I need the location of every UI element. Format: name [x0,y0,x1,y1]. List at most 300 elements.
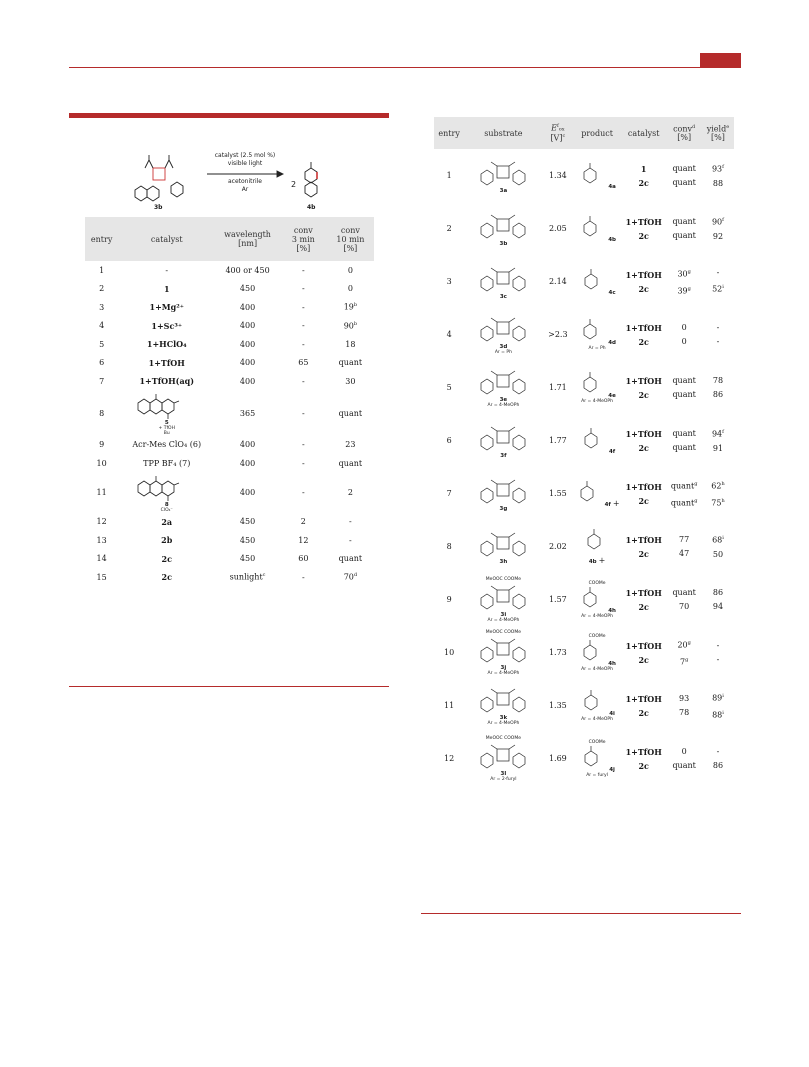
product-label: 4b [307,204,316,211]
col-conv3-label: conv [293,225,313,235]
product-structure-icon [579,427,609,453]
product-structure [582,547,612,556]
product-structure-icon [579,689,609,715]
yield-1 [703,266,733,280]
reaction-scheme [127,150,337,212]
conv-1-value: 93 [679,693,690,703]
cell-conv3: - [302,339,305,349]
table-row [85,436,374,455]
cell-catalyst [118,261,215,280]
substrate-scope-table [434,117,734,785]
yield-2-value: 94 [712,601,724,611]
catalyst-1: 1+TfOH [625,375,662,386]
table-row [434,626,734,679]
conv10-value: 70 [343,573,354,583]
catalyst-2: 2c [638,760,649,771]
yield-2 [703,177,733,191]
product-label: 4b [588,559,597,565]
table-row [85,391,374,436]
cell-conv3: 12 [298,535,309,545]
catalyst-2: 2c [638,230,649,241]
cell-catalyst [118,568,215,587]
table-row [85,354,374,373]
yield-unit: [%] [711,133,725,143]
product-structure-icon [578,318,608,344]
yield-2 [703,230,733,244]
cell-eox: 1.77 [548,436,567,445]
cell-catalyst [118,513,215,532]
product-structure [579,446,609,455]
table-row [85,317,374,336]
catalyst-1: 1+TfOH [625,587,662,598]
wavelength-value: 450 [239,535,256,545]
table-row [85,531,374,550]
cell-product [573,149,621,202]
catalyst-name: 1+TfOH(aq) [139,376,195,387]
substrate-structure-icon [473,741,533,773]
product-structure [579,764,609,773]
table-row [85,513,374,532]
wavelength-value: 400 [239,321,256,331]
table-row [434,732,734,785]
cell-conv10 [327,261,374,280]
wavelength-value: 400 [239,458,256,468]
cell-conv3: - [302,284,305,294]
conv-1-value: 0 [681,746,687,756]
col-conv10-label: conv [340,225,360,235]
table-row [434,414,734,467]
substrate-structure-icon [473,476,533,508]
substrate-label: 3b [499,240,508,247]
cell-yield [702,573,734,626]
yield-1 [703,586,733,600]
product-structure [578,658,608,667]
cell-entry: 3 [99,302,105,312]
catalyst-name: 2a [161,516,173,527]
catalyst-name: TPP BF₄ (7) [143,458,191,468]
product-label: 4h [608,607,616,614]
cell-catalyst [118,436,215,455]
col-conv3-time: 3 min [291,234,315,244]
conv-2-value: 39 [677,286,688,296]
product-structure-icon [582,528,612,554]
conv-1 [667,586,701,600]
yield-2 [703,653,733,667]
cell-catalyst [621,414,666,467]
product-structure [575,499,605,508]
conv-2-footnote: g [685,656,689,663]
product-structure-icon [578,586,608,612]
conv-2-footnote: g [687,285,691,292]
cell-conv [666,467,702,520]
cell-entry: 10 [444,648,455,657]
cell-yield [702,467,734,520]
col-catalyst: catalyst [118,217,215,261]
cell-entry: 1 [99,265,105,275]
condition-light: visible light [227,160,263,167]
col-wavelength [215,217,280,261]
conv-2 [667,335,701,349]
cell-catalyst [621,626,666,679]
scheme-top-bar [69,113,389,118]
substrate-label: 3g [499,505,508,512]
yield-1-value: - [716,746,720,756]
product-structure-icon [575,480,605,506]
conv-2-value: quant [672,230,696,240]
cell-catalyst [621,679,666,732]
conv10-value: - [349,535,352,545]
condition-atmosphere: Ar [241,186,249,193]
substrate-label: 3h [499,558,508,565]
cell-conv3: 2 [300,517,306,527]
header-tab [700,53,741,67]
cell-product [573,414,621,467]
substrate-structure-icon [473,211,533,243]
col-entry: entry [434,117,464,149]
product-structure-icon [578,371,608,397]
cell-wavelength [215,568,280,587]
cell-eox: 2.02 [548,542,567,551]
catalyst-2: 2c [638,442,649,453]
cell-conv10 [327,568,374,587]
cell-entry: 9 [99,440,105,450]
product-structure-icon [578,215,608,241]
product-note: Ar = 4-MeOPh [581,399,613,404]
substrate-note: Ar = 4-MeOPh [487,721,520,726]
yield-1-footnote: i [722,692,724,699]
yield-1-value: - [716,640,720,650]
cell-conv10 [327,531,374,550]
yield-1-footnote: f [722,429,724,436]
conv-1-footnote: g [687,268,691,275]
conv10-value: quant [338,554,363,564]
cell-eox: 2.05 [548,224,567,233]
substrate-substituents: MeOOC COOMe [485,576,521,582]
conv-1 [667,636,701,653]
cell-conv10 [327,280,374,299]
cell-entry: 10 [96,458,107,468]
table-row [85,568,374,587]
cell-conv3: - [302,376,305,386]
cell-yield [702,732,734,785]
cell-catalyst [118,531,215,550]
yield-1 [703,745,733,759]
substrate-structure-icon [473,367,533,399]
cell-wavelength [215,335,280,354]
cell-conv [666,520,702,573]
substrate-structure-icon [473,423,533,455]
conv10-value: quant [338,358,363,368]
substrate-note: Ar = 4-MeOPh [487,670,520,676]
substrate-label: 3l [500,770,507,777]
yield-2 [703,706,733,723]
catalyst-name: 2b [161,535,173,546]
conv-2 [667,653,701,670]
substrate-label: 3j [500,664,507,671]
conv-2-value: quant [672,177,696,187]
product-structure [579,708,609,717]
cell-conv [666,414,702,467]
conv-2 [667,547,701,561]
wavelength-value: 450 [239,554,256,564]
cell-catalyst [621,361,666,414]
substrate-structure-icon [473,158,533,190]
cell-conv [666,361,702,414]
wavelength-value: 400 [239,376,256,386]
cell-conv [666,149,702,202]
table-header-row [85,217,374,261]
catalyst-1: 1+TfOH [625,428,662,439]
cell-entry: 6 [446,436,452,445]
cell-entry: 7 [99,376,105,386]
conv-1-value: 0 [681,322,687,332]
cell-entry: 15 [96,572,107,582]
conv-1 [667,692,701,706]
catalyst-2: 2c [638,495,649,506]
cell-wavelength [215,550,280,569]
yield-2-value: 52 [712,284,723,294]
product-structure [578,181,608,190]
conv-2 [667,176,701,190]
yield-2-value: 86 [712,760,724,770]
conv10-value: quant [338,408,363,418]
cell-product [573,255,621,308]
cell-conv10 [327,317,374,336]
cell-conv3: 60 [298,554,309,564]
yield-1-footnote: h [721,480,725,487]
header-rule [69,67,741,68]
conv-1-value: quant [672,163,696,173]
col-yield [702,117,734,149]
product-note: Ar = furyl [586,772,608,778]
cell-entry: 13 [96,535,107,545]
cell-entry: 4 [99,321,105,331]
substrate-structure-icon [473,685,533,717]
yield-1 [703,425,733,442]
yield-1 [703,477,733,494]
catalyst-name: - [165,265,169,275]
col-substrate: substrate [464,117,542,149]
cell-conv3: - [302,488,305,497]
cell-entry: 3 [446,277,452,286]
catalyst-name: 1+Mg²⁺ [149,302,184,313]
product-plus: + [598,556,606,565]
product-label: 4f [604,501,611,508]
substrate-note: Ar = 4-MeOPh [487,403,520,408]
substrate-label: 3c [499,293,507,300]
conv-1-footnote: g [694,480,698,487]
catalyst-name: 2c [161,572,172,583]
yield-2-value: 88 [712,710,723,720]
yield-1-value: 78 [712,375,724,385]
cell-catalyst [621,732,666,785]
cell-conv10 [327,298,374,317]
conv-2 [667,759,701,773]
yield-1 [703,689,733,706]
cell-conv10 [327,372,374,391]
conv-1 [667,477,701,494]
catalyst-1: 1 [640,163,647,174]
cell-conv10 [327,354,374,373]
conv-label: conv [673,124,693,134]
product-plus: + [612,498,620,508]
cell-catalyst [621,467,666,520]
cell-catalyst [621,202,666,255]
cell-wavelength [215,513,280,532]
condition-solvent: acetonitrile [227,178,262,185]
product-substituent: COOMe [588,739,606,745]
eox-unit-superscript: c [562,133,566,139]
yield-2-value: - [716,654,720,664]
cell-yield [702,308,734,361]
catalyst-1: 1+TfOH [625,693,662,704]
conv10-value: - [349,517,352,527]
cell-conv10 [327,550,374,569]
cell-conv3: - [302,408,305,418]
table-row [85,473,374,513]
cell-entry: 14 [96,554,107,564]
catalyst-1: 1+TfOH [625,269,662,280]
table-row [85,454,374,473]
conv-1 [667,265,701,282]
col-conv3-unit: [%] [296,243,311,253]
catalyst-name: 1+HClO₄ [146,339,187,350]
conv-2-value: 47 [679,548,690,558]
cell-wavelength [215,261,280,280]
cell-entry: 5 [99,339,105,349]
product-note: Ar = 4-MeOPh [581,613,613,619]
conv-superscript: d [692,123,696,130]
cell-yield [702,255,734,308]
cell-entry: 2 [99,284,105,294]
cell-product [573,679,621,732]
substrate-label: 3i [500,611,507,618]
cell-substrate [464,732,542,785]
cell-yield [702,149,734,202]
cell-wavelength [215,531,280,550]
yield-1-value: 94 [711,429,723,439]
table-row [85,298,374,317]
cell-substrate [464,573,542,626]
cell-conv10 [327,454,374,473]
substrate-structure-icon [473,529,533,561]
cell-conv [666,308,702,361]
cell-conv3: - [302,572,305,582]
col-conv [666,117,702,149]
yield-2 [703,494,733,511]
product-structure [578,605,608,614]
cell-entry: 8 [446,542,452,551]
conv-2-footnote: g [694,497,698,504]
conv-1-value: quant [670,481,695,491]
table-row [85,335,374,354]
catalyst-1: 1+TfOH [625,322,662,333]
substrate-label: 3f [500,452,507,459]
cell-conv [666,573,702,626]
cell-wavelength [215,280,280,299]
catalyst-structure-note: + TfOH [158,425,175,431]
catalyst-screening-table [85,217,374,587]
conv-1-footnote: g [687,639,691,646]
cell-wavelength [215,391,280,436]
conv10-value: 90 [343,321,354,331]
conv-2 [667,441,701,455]
wavelength-value: 365 [239,408,256,418]
substrate-note: Ar = 4-MeOPh [487,617,520,623]
catalyst-name: 1+TfOH [148,357,185,368]
cell-catalyst [621,308,666,361]
wavelength-value: 400 [239,358,256,368]
catalyst-name: 2c [161,553,172,564]
cell-conv [666,255,702,308]
yield-2 [703,442,733,456]
yield-2-footnote: h [721,497,725,504]
catalyst-2: 2c [638,389,649,400]
catalyst-2: 2c [638,548,649,559]
col-eox [543,117,574,149]
col-entry: entry [85,217,118,261]
conv-2-value: quant [672,760,696,770]
cell-product [573,467,621,520]
cell-conv10 [327,391,374,436]
cell-conv [666,626,702,679]
conv-1 [667,427,701,441]
cell-catalyst [621,520,666,573]
conv-1-value: quant [672,375,696,385]
cell-catalyst [118,317,215,336]
yield-2-value: 75 [711,498,722,508]
cell-substrate [464,679,542,732]
cell-conv3: - [302,302,305,312]
cell-eox: 2.14 [548,277,567,286]
substrate-label: 3e [499,397,508,403]
catalyst-1: 1+TfOH [625,746,662,757]
conv10-footnote: b [353,320,358,327]
conv-2-value: quant [672,389,696,399]
cell-catalyst [118,391,215,436]
conv-1-value: 77 [679,534,690,544]
conv-1 [667,321,701,335]
col-product: product [573,117,621,149]
yield-2-value: - [716,336,720,346]
conv-1-value: 30 [677,269,688,279]
conv-2 [667,388,701,402]
cell-wavelength [215,372,280,391]
product-substituent: COOMe [588,633,606,639]
cell-conv [666,732,702,785]
catalyst-1: 1+TfOH [625,534,662,545]
conv-2-value: 78 [679,707,690,717]
catalyst-name: 1+Sc³⁺ [151,320,183,331]
catalyst-name: 1 [163,283,170,294]
substrate-note: Ar = 2-furyl [490,776,517,782]
cell-conv [666,679,702,732]
catalyst-structure-substituent: Bu [163,430,170,436]
conv-1 [667,745,701,759]
eox-superscript: f [556,123,559,130]
cell-conv3: - [302,265,305,275]
cell-catalyst [118,473,215,513]
product-coefficient: 2 [291,180,297,189]
conv-1-value: quant [672,428,696,438]
catalyst-1: 1+TfOH [625,216,662,227]
conv10-value: 0 [347,284,353,294]
col-wavelength-unit: [nm] [238,239,258,248]
conv10-value: 23 [345,440,356,450]
table-row [434,149,734,202]
product-label: 4d [608,340,616,346]
yield-2-value: 91 [712,443,724,453]
